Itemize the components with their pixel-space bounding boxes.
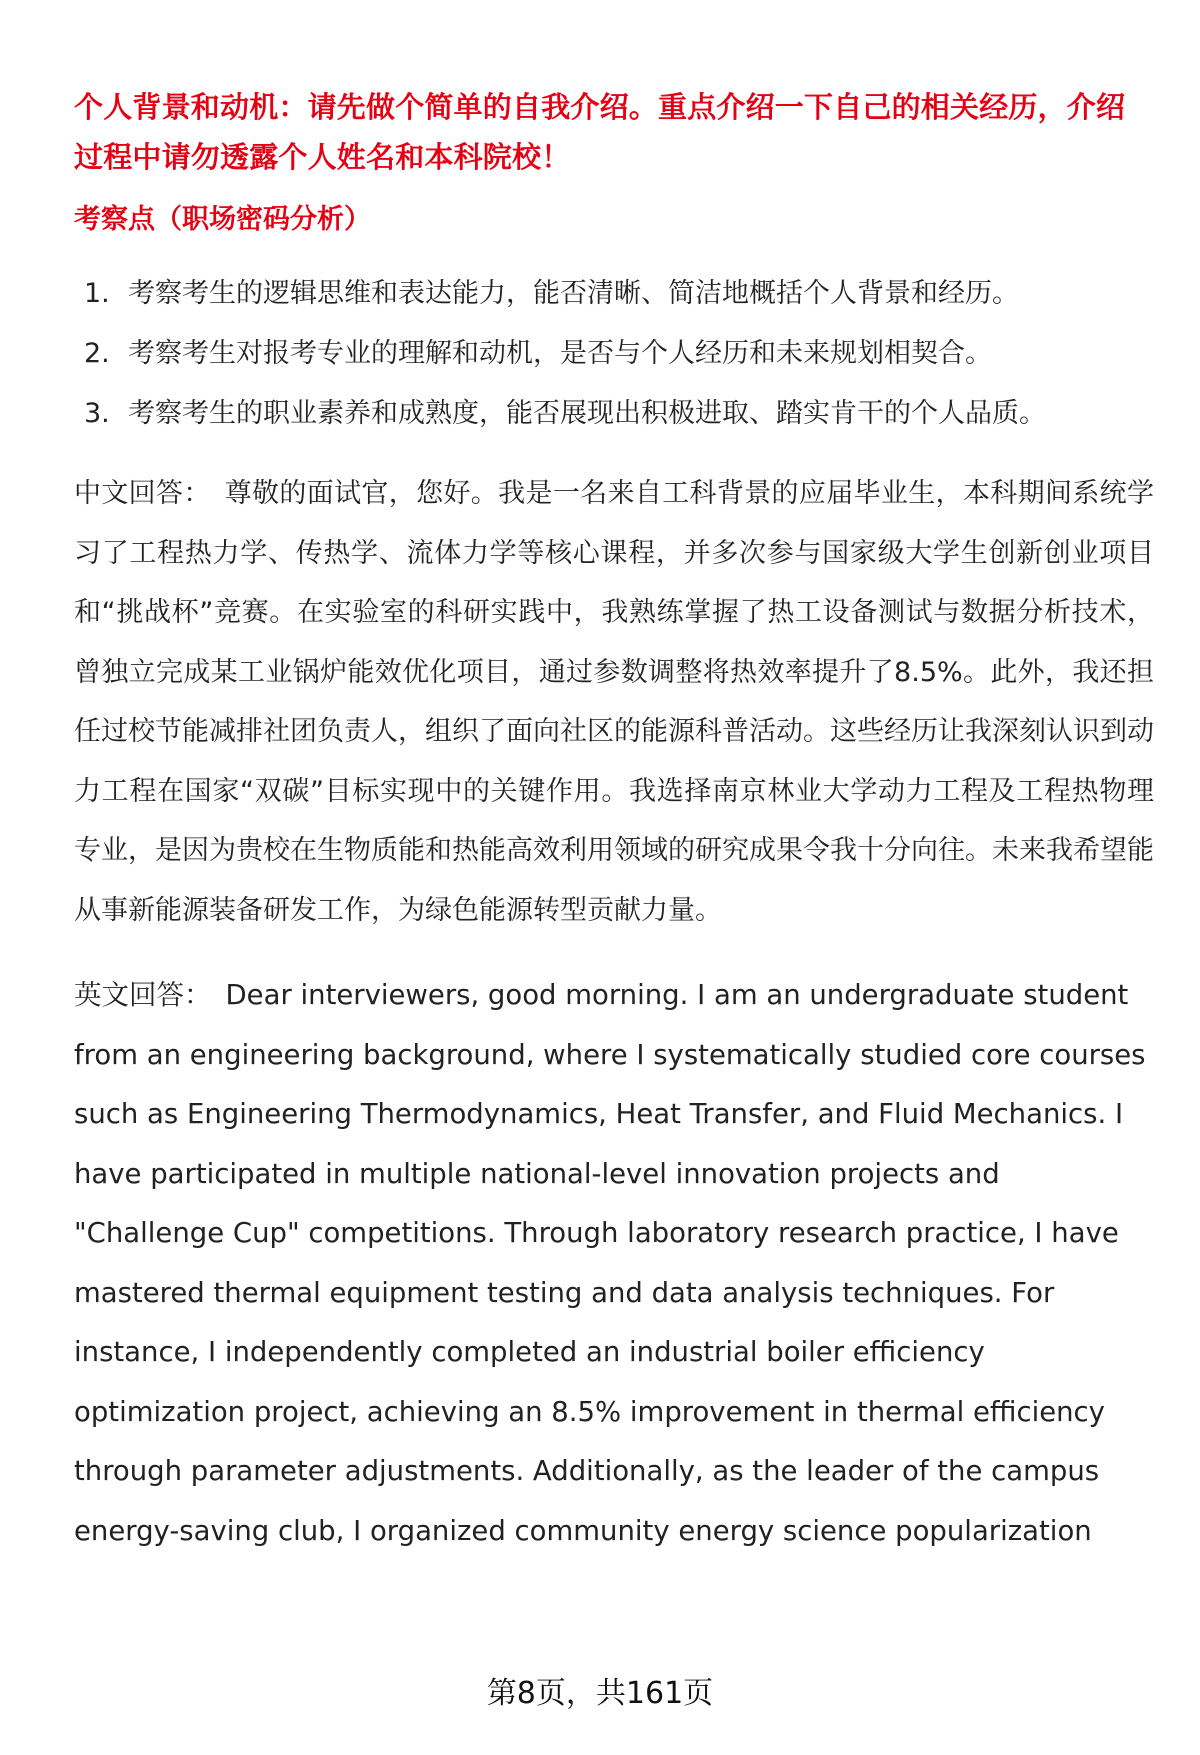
list-item xyxy=(74,324,1154,384)
list-item-number: 1. xyxy=(84,278,110,309)
list-item-number: 2. xyxy=(84,338,110,369)
english-answer-text: Dear interviewers, good morning. I am an undergraduate student from an engineering background, where I systematically studied core courses such as Engineering Thermodynamics, Heat Transfer, and Fluid Mechanics. I have participated in multiple national-level innovation projects and "Challenge Cup" competitions. Through laboratory research practice, I have mastered thermal equipment testing and data analysis techniques. For instance, I independently completed an industrial boiler efficiency optimization project, achieving an 8.5% improvement in thermal efficiency through parameter adjustments. Additionally, as the leader of the campus energy-saving club, I organized community energy science popularization xyxy=(74,979,1146,1547)
list-item xyxy=(74,384,1154,444)
list-item-text: 考察考生的逻辑思维和表达能力，能否清晰、简洁地概括个人背景和经历。 xyxy=(128,278,1019,309)
english-answer-label: 英文回答： xyxy=(74,979,212,1011)
chinese-answer xyxy=(74,464,1154,940)
document-page xyxy=(74,82,1154,1561)
points-heading: 考察点（职场密码分析） xyxy=(74,204,371,235)
chinese-answer-label: 中文回答： xyxy=(74,478,211,509)
question-heading: 个人背景和动机：请先做个简单的自我介绍。重点介绍一下自己的相关经历，介绍过程中请勿透露个人姓名和本科院校！ xyxy=(74,90,1126,174)
page-number-footer: 第8页，共161页 xyxy=(486,1676,714,1711)
list-item-text: 考察考生的职业素养和成熟度，能否展现出积极进取、踏实肯干的个人品质。 xyxy=(128,398,1046,429)
list-item-text: 考察考生对报考专业的理解和动机，是否与个人经历和未来规划相契合。 xyxy=(128,338,992,369)
list-item xyxy=(74,264,1154,324)
english-answer xyxy=(74,966,1154,1561)
chinese-answer-text: 尊敬的面试官，您好。我是一名来自工科背景的应届毕业生，本科期间系统学习了工程热力学、传热学、流体力学等核心课程，并多次参与国家级大学生创新创业项目和“挑战杯”竞赛。在实验室的科研实践中，我熟练掌握了热工设备测试与数据分析技术，曾独立完成某工业锅炉能效优化项目，通过参数调整将热效率提升了8.5%。此外，我还担任过校节能减排社团负责人，组织了面向社区的能源科普活动。这些经历让我深刻认识到动力工程在国家“双碳”目标实现中的关键作用。我选择南京林业大学动力工程及工程热物理专业，是因为贵校在生物质能和热能高效利用领域的研究成果令我十分向往。未来我希望能从事新能源装备研发工作，为绿色能源转型贡献力量。 xyxy=(74,478,1155,926)
list-item-number: 3. xyxy=(84,398,110,429)
points-list xyxy=(74,264,1154,444)
